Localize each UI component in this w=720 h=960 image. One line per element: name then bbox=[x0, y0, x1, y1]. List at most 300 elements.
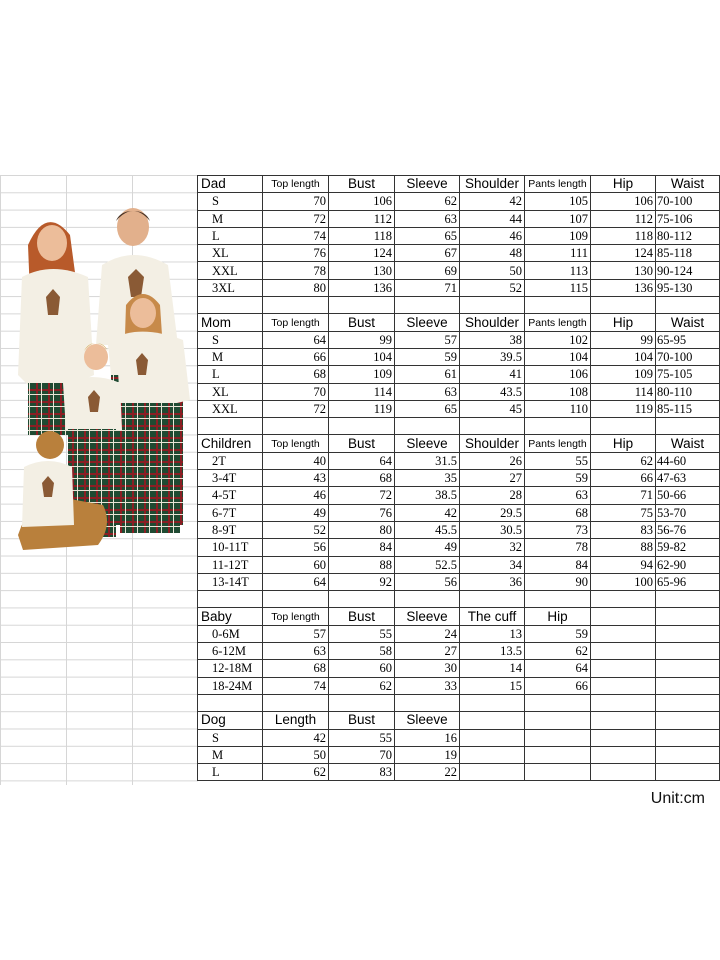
size-label-cell: XXL bbox=[198, 262, 263, 279]
size-label-cell: L bbox=[198, 366, 263, 383]
measurement-cell: 90 bbox=[525, 573, 591, 590]
measurement-cell: 90-124 bbox=[656, 262, 720, 279]
measurement-cell: 59-82 bbox=[656, 539, 720, 556]
size-label-cell: L bbox=[198, 227, 263, 244]
measurement-cell: 59 bbox=[525, 470, 591, 487]
measurement-cell: 84 bbox=[329, 539, 395, 556]
empty-cell bbox=[395, 591, 460, 608]
dog-section-title: Dog bbox=[198, 712, 263, 729]
measurement-cell: 46 bbox=[263, 487, 329, 504]
measurement-cell: 76 bbox=[329, 504, 395, 521]
measurement-cell: 114 bbox=[591, 383, 656, 400]
measurement-cell: 30 bbox=[395, 660, 460, 677]
column-header: Bust bbox=[329, 176, 395, 193]
column-header: Shoulder bbox=[460, 176, 525, 193]
empty-cell bbox=[329, 297, 395, 314]
measurement-cell: 62 bbox=[525, 643, 591, 660]
measurement-cell: 78 bbox=[263, 262, 329, 279]
column-header bbox=[591, 608, 656, 625]
girl-figure bbox=[116, 294, 190, 533]
dad-section-title: Dad bbox=[198, 176, 263, 193]
empty-cell bbox=[656, 694, 720, 711]
size-label-cell: M bbox=[198, 746, 263, 763]
measurement-cell: 56 bbox=[263, 539, 329, 556]
measurement-cell: 104 bbox=[329, 348, 395, 365]
measurement-cell: 40 bbox=[263, 452, 329, 469]
size-label-cell: 3XL bbox=[198, 279, 263, 296]
table-row bbox=[198, 746, 720, 763]
empty-cell bbox=[263, 297, 329, 314]
measurement-cell bbox=[591, 660, 656, 677]
measurement-cell: 61 bbox=[395, 366, 460, 383]
table-row bbox=[198, 400, 720, 417]
children-section-title: Children bbox=[198, 435, 263, 452]
measurement-cell: 52 bbox=[263, 521, 329, 538]
table-row bbox=[198, 210, 720, 227]
table-row bbox=[198, 452, 720, 469]
measurement-cell bbox=[656, 643, 720, 660]
measurement-cell: 72 bbox=[263, 210, 329, 227]
measurement-cell: 95-130 bbox=[656, 279, 720, 296]
measurement-cell: 52 bbox=[460, 279, 525, 296]
measurement-cell: 74 bbox=[263, 227, 329, 244]
measurement-cell: 38 bbox=[460, 331, 525, 348]
spacer-row bbox=[198, 297, 720, 314]
measurement-cell: 55 bbox=[525, 452, 591, 469]
measurement-cell bbox=[591, 729, 656, 746]
measurement-cell: 80-110 bbox=[656, 383, 720, 400]
table-row bbox=[198, 331, 720, 348]
measurement-cell: 16 bbox=[395, 729, 460, 746]
measurement-cell: 28 bbox=[460, 487, 525, 504]
measurement-cell: 73 bbox=[525, 521, 591, 538]
measurement-cell: 115 bbox=[525, 279, 591, 296]
empty-cell bbox=[263, 694, 329, 711]
measurement-cell: 109 bbox=[591, 366, 656, 383]
empty-cell bbox=[329, 418, 395, 435]
measurement-cell: 71 bbox=[395, 279, 460, 296]
column-header: Hip bbox=[591, 435, 656, 452]
measurement-cell: 42 bbox=[263, 729, 329, 746]
spacer-row bbox=[198, 591, 720, 608]
empty-cell bbox=[656, 418, 720, 435]
size-label-cell: S bbox=[198, 729, 263, 746]
column-header: Top length bbox=[263, 314, 329, 331]
baby-section-title: Baby bbox=[198, 608, 263, 625]
column-header: Top length bbox=[263, 608, 329, 625]
size-label-cell: XXL bbox=[198, 400, 263, 417]
family-pajama-photo bbox=[8, 205, 196, 555]
empty-cell bbox=[198, 591, 263, 608]
measurement-cell: 108 bbox=[525, 383, 591, 400]
measurement-cell: 36 bbox=[460, 573, 525, 590]
empty-cell bbox=[198, 297, 263, 314]
measurement-cell: 60 bbox=[329, 660, 395, 677]
measurement-cell: 111 bbox=[525, 245, 591, 262]
column-header: Hip bbox=[591, 314, 656, 331]
measurement-cell: 62 bbox=[329, 677, 395, 694]
column-header: Top length bbox=[263, 176, 329, 193]
measurement-cell: 70-100 bbox=[656, 193, 720, 210]
table-row bbox=[198, 677, 720, 694]
measurement-cell: 29.5 bbox=[460, 504, 525, 521]
column-header: Sleeve bbox=[395, 608, 460, 625]
empty-cell bbox=[198, 418, 263, 435]
column-header: Sleeve bbox=[395, 712, 460, 729]
measurement-cell: 99 bbox=[329, 331, 395, 348]
table-row bbox=[198, 470, 720, 487]
measurement-cell: 72 bbox=[329, 487, 395, 504]
measurement-cell: 124 bbox=[591, 245, 656, 262]
table-row bbox=[198, 262, 720, 279]
column-header: Sleeve bbox=[395, 314, 460, 331]
size-label-cell: 6-12M bbox=[198, 643, 263, 660]
measurement-cell: 44-60 bbox=[656, 452, 720, 469]
measurement-cell: 50 bbox=[263, 746, 329, 763]
size-label-cell: 12-18M bbox=[198, 660, 263, 677]
column-header: Hip bbox=[525, 608, 591, 625]
measurement-cell bbox=[656, 660, 720, 677]
measurement-cell: 63 bbox=[395, 210, 460, 227]
measurement-cell: 106 bbox=[329, 193, 395, 210]
table-row bbox=[198, 660, 720, 677]
empty-cell bbox=[460, 694, 525, 711]
measurement-cell: 66 bbox=[591, 470, 656, 487]
empty-cell bbox=[395, 418, 460, 435]
measurement-cell: 60 bbox=[263, 556, 329, 573]
measurement-cell: 114 bbox=[329, 383, 395, 400]
measurement-cell: 70 bbox=[263, 383, 329, 400]
measurement-cell: 62-90 bbox=[656, 556, 720, 573]
measurement-cell: 71 bbox=[591, 487, 656, 504]
measurement-cell: 70-100 bbox=[656, 348, 720, 365]
measurement-cell: 65 bbox=[395, 400, 460, 417]
column-header: Shoulder bbox=[460, 314, 525, 331]
mom-header-row bbox=[198, 314, 720, 331]
empty-cell bbox=[198, 694, 263, 711]
measurement-cell: 75-105 bbox=[656, 366, 720, 383]
measurement-cell: 33 bbox=[395, 677, 460, 694]
measurement-cell: 45 bbox=[460, 400, 525, 417]
measurement-cell: 83 bbox=[329, 764, 395, 781]
size-label-cell: 6-7T bbox=[198, 504, 263, 521]
measurement-cell: 106 bbox=[591, 193, 656, 210]
column-header: Length bbox=[263, 712, 329, 729]
measurement-cell: 56 bbox=[395, 573, 460, 590]
measurement-cell: 67 bbox=[395, 245, 460, 262]
measurement-cell: 66 bbox=[263, 348, 329, 365]
measurement-cell: 76 bbox=[263, 245, 329, 262]
size-label-cell: S bbox=[198, 193, 263, 210]
size-label-cell: 4-5T bbox=[198, 487, 263, 504]
measurement-cell: 85-115 bbox=[656, 400, 720, 417]
empty-cell bbox=[525, 297, 591, 314]
size-label-cell: S bbox=[198, 331, 263, 348]
size-label-cell: 18-24M bbox=[198, 677, 263, 694]
measurement-cell bbox=[525, 746, 591, 763]
table-row bbox=[198, 227, 720, 244]
measurement-cell: 63 bbox=[525, 487, 591, 504]
size-label-cell: 0-6M bbox=[198, 625, 263, 642]
measurement-cell: 104 bbox=[591, 348, 656, 365]
measurement-cell: 15 bbox=[460, 677, 525, 694]
measurement-cell bbox=[591, 625, 656, 642]
column-header bbox=[656, 712, 720, 729]
measurement-cell: 13 bbox=[460, 625, 525, 642]
measurement-cell bbox=[460, 746, 525, 763]
measurement-cell: 46 bbox=[460, 227, 525, 244]
measurement-cell: 80 bbox=[329, 521, 395, 538]
measurement-cell: 31.5 bbox=[395, 452, 460, 469]
measurement-cell bbox=[656, 677, 720, 694]
measurement-cell: 119 bbox=[591, 400, 656, 417]
measurement-cell: 27 bbox=[460, 470, 525, 487]
size-label-cell: 13-14T bbox=[198, 573, 263, 590]
measurement-cell: 34 bbox=[460, 556, 525, 573]
measurement-cell: 42 bbox=[395, 504, 460, 521]
measurement-cell: 48 bbox=[460, 245, 525, 262]
column-header: Pants length bbox=[525, 314, 591, 331]
column-header: Bust bbox=[329, 608, 395, 625]
measurement-cell: 99 bbox=[591, 331, 656, 348]
mom-section-title: Mom bbox=[198, 314, 263, 331]
spacer-row bbox=[198, 418, 720, 435]
column-header bbox=[591, 712, 656, 729]
measurement-cell: 68 bbox=[263, 660, 329, 677]
measurement-cell: 39.5 bbox=[460, 348, 525, 365]
size-label-cell: 10-11T bbox=[198, 539, 263, 556]
measurement-cell: 112 bbox=[591, 210, 656, 227]
measurement-cell: 106 bbox=[525, 366, 591, 383]
unit-label: Unit:cm bbox=[650, 790, 705, 807]
measurement-cell bbox=[656, 729, 720, 746]
table-row bbox=[198, 764, 720, 781]
measurement-cell: 19 bbox=[395, 746, 460, 763]
measurement-cell: 65-95 bbox=[656, 331, 720, 348]
measurement-cell: 47-63 bbox=[656, 470, 720, 487]
dad-header-row bbox=[198, 176, 720, 193]
empty-cell bbox=[525, 591, 591, 608]
measurement-cell: 110 bbox=[525, 400, 591, 417]
measurement-cell: 64 bbox=[525, 660, 591, 677]
table-row bbox=[198, 539, 720, 556]
table-row bbox=[198, 643, 720, 660]
measurement-cell: 80 bbox=[263, 279, 329, 296]
measurement-cell: 72 bbox=[263, 400, 329, 417]
table-row bbox=[198, 193, 720, 210]
measurement-cell: 74 bbox=[263, 677, 329, 694]
measurement-cell: 65 bbox=[395, 227, 460, 244]
measurement-cell: 65-96 bbox=[656, 573, 720, 590]
measurement-cell: 109 bbox=[525, 227, 591, 244]
measurement-cell: 26 bbox=[460, 452, 525, 469]
size-label-cell: XL bbox=[198, 245, 263, 262]
measurement-cell: 109 bbox=[329, 366, 395, 383]
measurement-cell: 55 bbox=[329, 729, 395, 746]
column-header: Hip bbox=[591, 176, 656, 193]
size-label-cell: XL bbox=[198, 383, 263, 400]
empty-cell bbox=[460, 418, 525, 435]
empty-cell bbox=[395, 694, 460, 711]
measurement-cell: 80-112 bbox=[656, 227, 720, 244]
column-header: Waist bbox=[656, 176, 720, 193]
measurement-cell: 53-70 bbox=[656, 504, 720, 521]
measurement-cell: 56-76 bbox=[656, 521, 720, 538]
measurement-cell bbox=[656, 625, 720, 642]
measurement-cell: 136 bbox=[329, 279, 395, 296]
measurement-cell: 57 bbox=[263, 625, 329, 642]
measurement-cell bbox=[460, 764, 525, 781]
column-header bbox=[460, 712, 525, 729]
measurement-cell: 70 bbox=[329, 746, 395, 763]
column-header: Pants length bbox=[525, 176, 591, 193]
measurement-cell: 69 bbox=[395, 262, 460, 279]
measurement-cell: 45.5 bbox=[395, 521, 460, 538]
measurement-cell: 55 bbox=[329, 625, 395, 642]
measurement-cell: 52.5 bbox=[395, 556, 460, 573]
empty-cell bbox=[460, 297, 525, 314]
children-header-row bbox=[198, 435, 720, 452]
measurement-cell: 78 bbox=[525, 539, 591, 556]
measurement-cell: 43 bbox=[263, 470, 329, 487]
table-row bbox=[198, 279, 720, 296]
measurement-cell: 119 bbox=[329, 400, 395, 417]
empty-cell bbox=[656, 297, 720, 314]
measurement-cell: 68 bbox=[263, 366, 329, 383]
column-header bbox=[656, 608, 720, 625]
size-label-cell: M bbox=[198, 210, 263, 227]
empty-cell bbox=[656, 591, 720, 608]
size-label-cell: 2T bbox=[198, 452, 263, 469]
measurement-cell: 68 bbox=[525, 504, 591, 521]
measurement-cell: 83 bbox=[591, 521, 656, 538]
measurement-cell: 75-106 bbox=[656, 210, 720, 227]
measurement-cell: 38.5 bbox=[395, 487, 460, 504]
column-header: Shoulder bbox=[460, 435, 525, 452]
column-header: Bust bbox=[329, 712, 395, 729]
measurement-cell: 27 bbox=[395, 643, 460, 660]
empty-cell bbox=[591, 591, 656, 608]
measurement-cell: 85-118 bbox=[656, 245, 720, 262]
measurement-cell: 13.5 bbox=[460, 643, 525, 660]
measurement-cell: 124 bbox=[329, 245, 395, 262]
measurement-cell: 105 bbox=[525, 193, 591, 210]
column-header: Waist bbox=[656, 314, 720, 331]
measurement-cell: 66 bbox=[525, 677, 591, 694]
measurement-cell: 88 bbox=[329, 556, 395, 573]
empty-cell bbox=[591, 694, 656, 711]
measurement-cell: 63 bbox=[395, 383, 460, 400]
table-row bbox=[198, 556, 720, 573]
empty-cell bbox=[525, 418, 591, 435]
dog-header-row bbox=[198, 712, 720, 729]
column-header: The cuff bbox=[460, 608, 525, 625]
measurement-cell: 62 bbox=[591, 452, 656, 469]
column-header: Sleeve bbox=[395, 176, 460, 193]
measurement-cell: 50-66 bbox=[656, 487, 720, 504]
measurement-cell: 118 bbox=[329, 227, 395, 244]
measurement-cell: 64 bbox=[329, 452, 395, 469]
empty-cell bbox=[591, 418, 656, 435]
measurement-cell: 62 bbox=[263, 764, 329, 781]
column-header: Top length bbox=[263, 435, 329, 452]
measurement-cell: 22 bbox=[395, 764, 460, 781]
empty-cell bbox=[460, 591, 525, 608]
empty-cell bbox=[263, 418, 329, 435]
table-row bbox=[198, 504, 720, 521]
measurement-cell: 75 bbox=[591, 504, 656, 521]
empty-cell bbox=[329, 694, 395, 711]
measurement-cell: 41 bbox=[460, 366, 525, 383]
measurement-cell: 104 bbox=[525, 348, 591, 365]
measurement-cell: 59 bbox=[525, 625, 591, 642]
measurement-cell: 32 bbox=[460, 539, 525, 556]
size-label-cell: L bbox=[198, 764, 263, 781]
measurement-cell: 112 bbox=[329, 210, 395, 227]
measurement-cell: 43.5 bbox=[460, 383, 525, 400]
column-header: Pants length bbox=[525, 435, 591, 452]
measurement-cell: 57 bbox=[395, 331, 460, 348]
measurement-cell: 64 bbox=[263, 573, 329, 590]
measurement-cell: 130 bbox=[329, 262, 395, 279]
column-header bbox=[525, 712, 591, 729]
measurement-cell bbox=[656, 764, 720, 781]
size-label-cell: M bbox=[198, 348, 263, 365]
table-row bbox=[198, 245, 720, 262]
measurement-cell bbox=[591, 677, 656, 694]
measurement-cell: 14 bbox=[460, 660, 525, 677]
size-chart-table bbox=[197, 175, 720, 781]
measurement-cell: 113 bbox=[525, 262, 591, 279]
spacer-row bbox=[198, 694, 720, 711]
size-label-cell: 8-9T bbox=[198, 521, 263, 538]
size-label-cell: 11-12T bbox=[198, 556, 263, 573]
size-label-cell: 3-4T bbox=[198, 470, 263, 487]
measurement-cell: 35 bbox=[395, 470, 460, 487]
measurement-cell bbox=[460, 729, 525, 746]
measurement-cell: 92 bbox=[329, 573, 395, 590]
measurement-cell bbox=[591, 764, 656, 781]
measurement-cell bbox=[656, 746, 720, 763]
measurement-cell: 94 bbox=[591, 556, 656, 573]
table-row bbox=[198, 625, 720, 642]
measurement-cell: 24 bbox=[395, 625, 460, 642]
table-row bbox=[198, 573, 720, 590]
measurement-cell: 62 bbox=[395, 193, 460, 210]
measurement-cell: 42 bbox=[460, 193, 525, 210]
table-row bbox=[198, 366, 720, 383]
measurement-cell: 100 bbox=[591, 573, 656, 590]
column-header: Bust bbox=[329, 435, 395, 452]
measurement-cell: 107 bbox=[525, 210, 591, 227]
column-header: Bust bbox=[329, 314, 395, 331]
table-row bbox=[198, 521, 720, 538]
measurement-cell: 68 bbox=[329, 470, 395, 487]
column-header: Waist bbox=[656, 435, 720, 452]
measurement-cell: 58 bbox=[329, 643, 395, 660]
measurement-cell: 50 bbox=[460, 262, 525, 279]
measurement-cell: 84 bbox=[525, 556, 591, 573]
measurement-cell: 64 bbox=[263, 331, 329, 348]
table-row bbox=[198, 383, 720, 400]
measurement-cell: 136 bbox=[591, 279, 656, 296]
empty-cell bbox=[263, 591, 329, 608]
measurement-cell bbox=[591, 746, 656, 763]
measurement-cell bbox=[525, 729, 591, 746]
empty-cell bbox=[395, 297, 460, 314]
empty-cell bbox=[525, 694, 591, 711]
measurement-cell: 70 bbox=[263, 193, 329, 210]
